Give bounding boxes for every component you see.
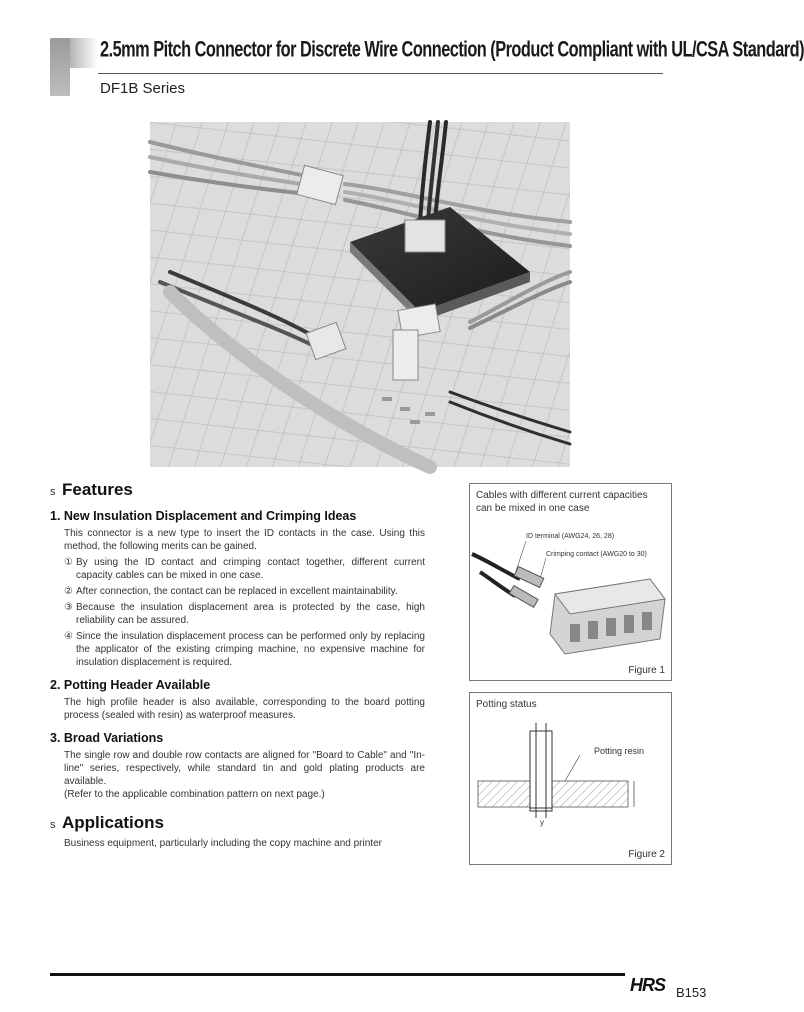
applications-text: Business equipment, particularly including the copy machine and printer: [64, 838, 382, 849]
features-heading: [50, 480, 425, 500]
header-tab-graphic: [50, 38, 70, 96]
feature-3-note: (Refer to the applicable combination pattern on next page.): [64, 789, 325, 800]
section-bullet: s: [50, 486, 56, 498]
feature-1-heading: 1. New Insulation Displacement and Crimping Ideas: [50, 509, 357, 523]
id-terminal-label: ID terminal (AWG24, 26, 28): [526, 533, 615, 540]
potting-resin-label: Potting resin: [594, 746, 645, 756]
figure-1-caption: Cables with different current capacities can be mixed in one case: [476, 490, 648, 514]
feature-3-intro: The single row and double row contacts are aligned for "Board to Cable" and "In-line" series, respectively, while standard tin and gold plating products are available.: [64, 750, 425, 787]
footer-rule: [50, 973, 625, 976]
item-text: Because the insulation displacement area is protected by the case, high reliability can be assured.: [76, 602, 425, 626]
figure-2-illustration: [470, 693, 671, 864]
crimping-contact-label: Crimping contact (AWG20 to 30): [546, 551, 647, 558]
item-text: After connection, the contact can be replaced in excellent maintainability.: [76, 586, 398, 597]
item-text: By using the ID contact and crimping contact together, different current capacity cables can be mixed in one case.: [76, 557, 425, 581]
figure-2-caption: Potting status: [476, 699, 537, 710]
figure-2-label: Figure 2: [628, 849, 665, 860]
applications-heading: [50, 813, 425, 833]
feature-1-item-2: [64, 585, 425, 598]
title-divider: [98, 73, 663, 74]
item-number: ②: [64, 586, 73, 597]
feature-3-heading: 3. Broad Variations: [50, 731, 164, 745]
feature-2-intro: The high profile header is also available, corresponding to the board potting process (sealed with resin) as waterproof measures.: [64, 697, 425, 721]
item-text: Since the insulation displacement process can be performed only by replacing the applicator of the existing crimping machine, no expensive machine for insulation displacement is required.: [76, 631, 425, 668]
features-column: [50, 480, 425, 850]
section-bullet: s: [50, 819, 56, 831]
feature-1-item-3: [64, 601, 425, 627]
hrs-logo: HRS: [630, 975, 666, 995]
page-number: B153: [676, 985, 707, 1000]
product-photo: [150, 122, 570, 467]
page-title: 2.5mm Pitch Connector for Discrete Wire Connection (Product Compliant with UL/CSA Standard): [100, 38, 804, 63]
figure-1: [469, 483, 672, 681]
svg-text:y: y: [540, 818, 544, 827]
feature-1-intro: This connector is a new type to insert the ID contacts in the case. Using this method, the following merits can be gained.: [64, 528, 425, 552]
figure-1-label: Figure 1: [628, 665, 665, 676]
feature-2-heading: 2. Potting Header Available: [50, 678, 211, 692]
item-number: ④: [64, 631, 73, 642]
features-title: Features: [62, 480, 133, 499]
item-number: ①: [64, 557, 73, 568]
figure-2: [469, 692, 672, 865]
figure-1-illustration: [470, 484, 671, 680]
feature-1-item-1: [64, 556, 425, 582]
item-number: ③: [64, 602, 73, 613]
series-name: DF1B Series: [100, 80, 186, 97]
applications-title: Applications: [62, 813, 165, 832]
feature-1-item-4: [64, 630, 425, 669]
